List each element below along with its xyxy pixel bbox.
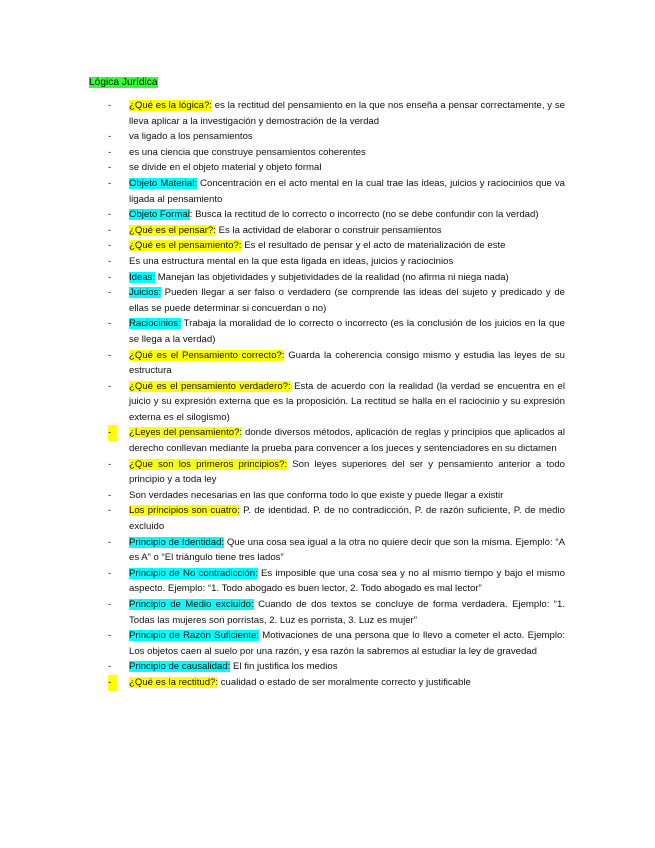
item-text: Manejan las objetividades y subjetividades de la realidad (no afirma ni niega nada)	[155, 271, 509, 283]
item-text: es una ciencia que construye pensamientos coherentes	[129, 146, 366, 158]
item-text: Pueden llegar a ser falso o verdadero (se comprende las ideas del sujeto y predicado y de ellas se puede determinar si concuerdan o no)	[129, 287, 565, 314]
highlighted-term: ¿Leyes del pensamiento?:	[129, 427, 243, 439]
item-text: se divide en el objeto material y objeto formal	[129, 162, 322, 174]
list-item	[0, 348, 565, 379]
highlighted-term: Objeto Material:	[129, 177, 198, 189]
item-text: Son verdades necesarias en las que conforma todo lo que existe y puede llegar a existir	[129, 489, 504, 501]
highlighted-term: ¿Qué es la lógica?:	[129, 100, 212, 111]
bullet-dash-icon: -	[108, 489, 112, 501]
bullet-dash-icon: -	[108, 162, 112, 174]
bullet-dash-icon: -	[108, 599, 112, 610]
highlighted-term: Principio de causalidad:	[129, 661, 231, 673]
item-text: Es una estructura mental en la que esta ligada en ideas, juicios y raciocinios	[129, 255, 454, 267]
list-item	[0, 425, 565, 456]
bullet-dash-icon: -	[108, 675, 117, 691]
highlighted-term: Juicios:	[129, 287, 161, 299]
item-text: va ligado a los pensamientos	[129, 131, 253, 143]
document-title-text: Lógica Jurídica	[89, 77, 158, 88]
item-text: Guarda la coherencia consigo mismo y estudia las leyes de su estructura	[129, 349, 565, 377]
list-item	[0, 285, 565, 316]
bullet-dash-icon: -	[108, 177, 112, 189]
highlighted-term: ¿Qué es la rectitud?:	[129, 676, 219, 688]
list-item	[0, 270, 565, 286]
item-text: Cuando de dos textos se concluye de forma verdadera. Ejemplo: “1. Todas las mujeres son porristas, 2. Luz es porrista, 3. Luz es mujer”	[129, 599, 565, 626]
list-item	[0, 628, 565, 659]
item-text: Trabaja la moralidad de lo correcto o incorrecto (es la conclusión de los juicios en la que se llega a la verdad)	[129, 318, 565, 345]
highlighted-term: ¿Qué es el Pensamiento correcto?:	[129, 349, 285, 361]
list-item	[0, 207, 565, 223]
highlighted-term: ¿Que son los primeros principios?:	[129, 458, 288, 470]
bullet-dash-icon: -	[108, 425, 117, 441]
list-item	[0, 160, 565, 176]
bullet-dash-icon: -	[108, 131, 112, 143]
list-item	[0, 176, 565, 207]
item-text: Concentración en el acto mental en la cual trae las ideas, juicios y raciocinios que va ligada al pensamiento	[129, 177, 565, 205]
list-item	[0, 597, 565, 628]
item-text: Es el resultado de pensar y el acto de materialización de este	[241, 240, 506, 252]
highlighted-term: Principio de Medio excluido:	[129, 599, 254, 610]
item-text: donde diversos métodos, aplicación de reglas y principios que aplicados al derecho conllevan mediante la prueba para convencer a los jueces y sentenciadores en su dictamen	[129, 427, 566, 455]
bullet-dash-icon: -	[108, 240, 112, 252]
list-item	[0, 659, 565, 675]
bullet-dash-icon: -	[108, 255, 112, 267]
item-text: El fin justifica los medios	[230, 661, 338, 673]
item-text: Es imposible que una cosa sea y no al mismo tiempo y bajo el mismo aspecto. Ejemplo: “1. Todo abogado es buen lector, 2. Todo abogado es mal lector”	[129, 567, 565, 595]
list-item	[0, 145, 565, 161]
list-item	[0, 566, 565, 597]
bullet-dash-icon: -	[108, 100, 112, 111]
item-text: P. de identidad. P. de no contradicción, P. de razón suficiente, P. de medio excluido	[129, 505, 565, 533]
list-item	[0, 129, 565, 145]
item-text: Motivaciones de una persona que lo llevo a cometer el acto. Ejemplo: Los objetos caen al suelo por una razón, y esa razón la sabremos al estudiar la ley de gravedad	[129, 630, 565, 657]
document-title	[89, 76, 158, 90]
highlighted-term: Principio de Razón Suficiente:	[129, 630, 259, 642]
bullet-dash-icon: -	[108, 287, 112, 299]
item-text: Son leyes superiores del ser y pensamiento anterior a todo principio y a toda ley	[129, 458, 565, 486]
bullet-dash-icon: -	[108, 349, 112, 361]
list-item	[0, 238, 565, 254]
list-item	[0, 503, 565, 534]
item-text: Es la actividad de elaborar o construir pensamientos	[215, 224, 442, 236]
highlighted-term: ¿Qué es el pensamiento?:	[129, 240, 242, 252]
bullet-dash-icon: -	[108, 146, 112, 158]
bullet-dash-icon: -	[108, 505, 112, 517]
bullet-dash-icon: -	[108, 380, 112, 392]
item-text: Que una cosa sea igual a la otra no quiere decir que son la misma. Ejemplo: “A es A” o “El triángulo tiene tres lados”	[129, 536, 565, 564]
notes-list	[0, 98, 655, 691]
highlighted-term: ¿Qué es el pensar?:	[129, 224, 216, 236]
bullet-dash-icon: -	[108, 661, 112, 673]
highlighted-term: ¿Qué es el pensamiento verdadero?:	[129, 380, 291, 392]
item-text: es la rectitud del pensamiento en la que nos enseña a pensar correctamente, y se lleva aplicar a la investigación y demostración de la verdad	[129, 100, 565, 127]
bullet-dash-icon: -	[108, 271, 112, 283]
bullet-dash-icon: -	[108, 630, 112, 642]
bullet-dash-icon: -	[108, 536, 112, 548]
item-text: Esta de acuerdo con la realidad (la verdad se encuentra en el juicio y su expresión externa que es la proposición. La rectitud se halla en el raciocinio y su expresión externa es el silogismo)	[129, 380, 566, 423]
list-item	[0, 316, 565, 347]
list-item	[0, 98, 565, 129]
list-item	[0, 488, 565, 504]
highlighted-term: Ideas:	[129, 271, 156, 283]
bullet-dash-icon: -	[108, 567, 112, 579]
list-item	[0, 254, 565, 270]
item-text: : Busca la rectitud de lo correcto o incorrecto (no se debe confundir con la verdad)	[189, 209, 539, 221]
bullet-dash-icon: -	[108, 318, 112, 330]
list-item	[0, 379, 565, 426]
highlighted-term: Raciocinios:	[129, 318, 181, 330]
list-item	[0, 535, 565, 566]
list-item	[0, 457, 565, 488]
list-item	[0, 223, 565, 239]
highlighted-term: Principio de No contradicción:	[129, 567, 258, 579]
bullet-dash-icon: -	[108, 224, 112, 236]
item-text: cualidad o estado de ser moralmente correcto y justificable	[218, 676, 471, 688]
highlighted-term: Principio de Identidad:	[129, 536, 225, 548]
bullet-dash-icon: -	[108, 458, 112, 470]
highlighted-term: Objeto Formal	[129, 209, 190, 221]
list-item	[0, 675, 565, 691]
highlighted-term: Los principios son cuatro:	[129, 505, 240, 517]
bullet-dash-icon: -	[108, 209, 112, 221]
